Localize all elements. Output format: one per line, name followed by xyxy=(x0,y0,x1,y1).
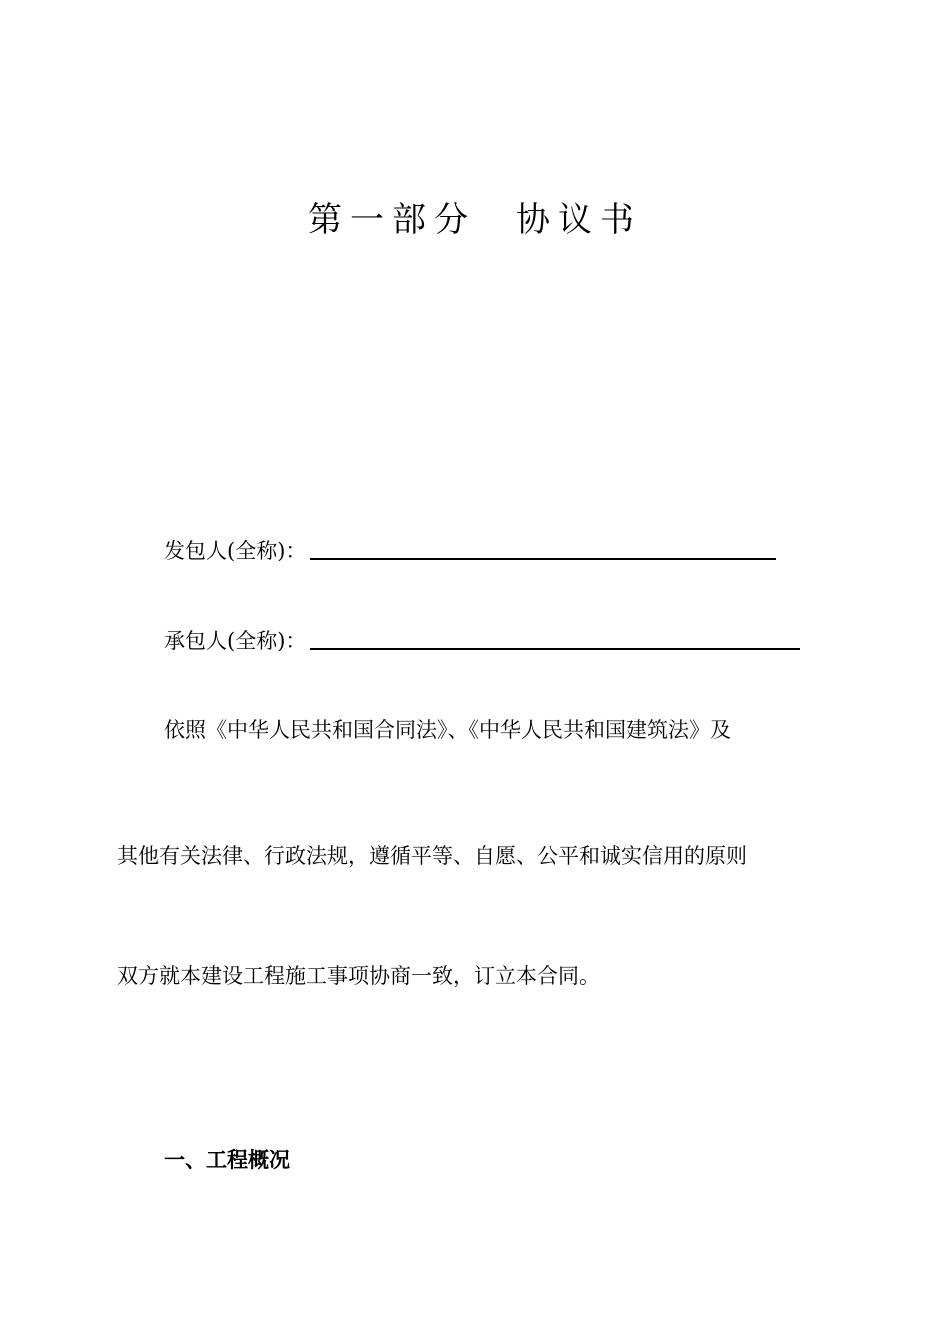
employer-field-row xyxy=(164,534,776,564)
contractor-blank-line xyxy=(310,628,800,650)
preamble-line-3: 双方就本建设工程施工事项协商一致，订立本合同。 xyxy=(117,964,600,988)
title-part-label: 第一部分 xyxy=(308,200,476,240)
employer-blank-line xyxy=(310,538,776,560)
title-agreement-label: 协议书 xyxy=(516,200,642,240)
employer-label: 发包人(全称)： xyxy=(164,539,307,563)
section-heading-project-overview: 一、工程概况 xyxy=(164,1148,290,1172)
contractor-label: 承包人(全称)： xyxy=(164,629,307,653)
page-title xyxy=(0,198,950,242)
preamble-line-1: 依照《中华人民共和国合同法》、《中华人民共和国建筑法》及 xyxy=(164,718,731,742)
contractor-field-row xyxy=(164,624,800,654)
preamble-line-2: 其他有关法律、行政法规，遵循平等、自愿、公平和诚实信用的原则 xyxy=(117,844,747,868)
